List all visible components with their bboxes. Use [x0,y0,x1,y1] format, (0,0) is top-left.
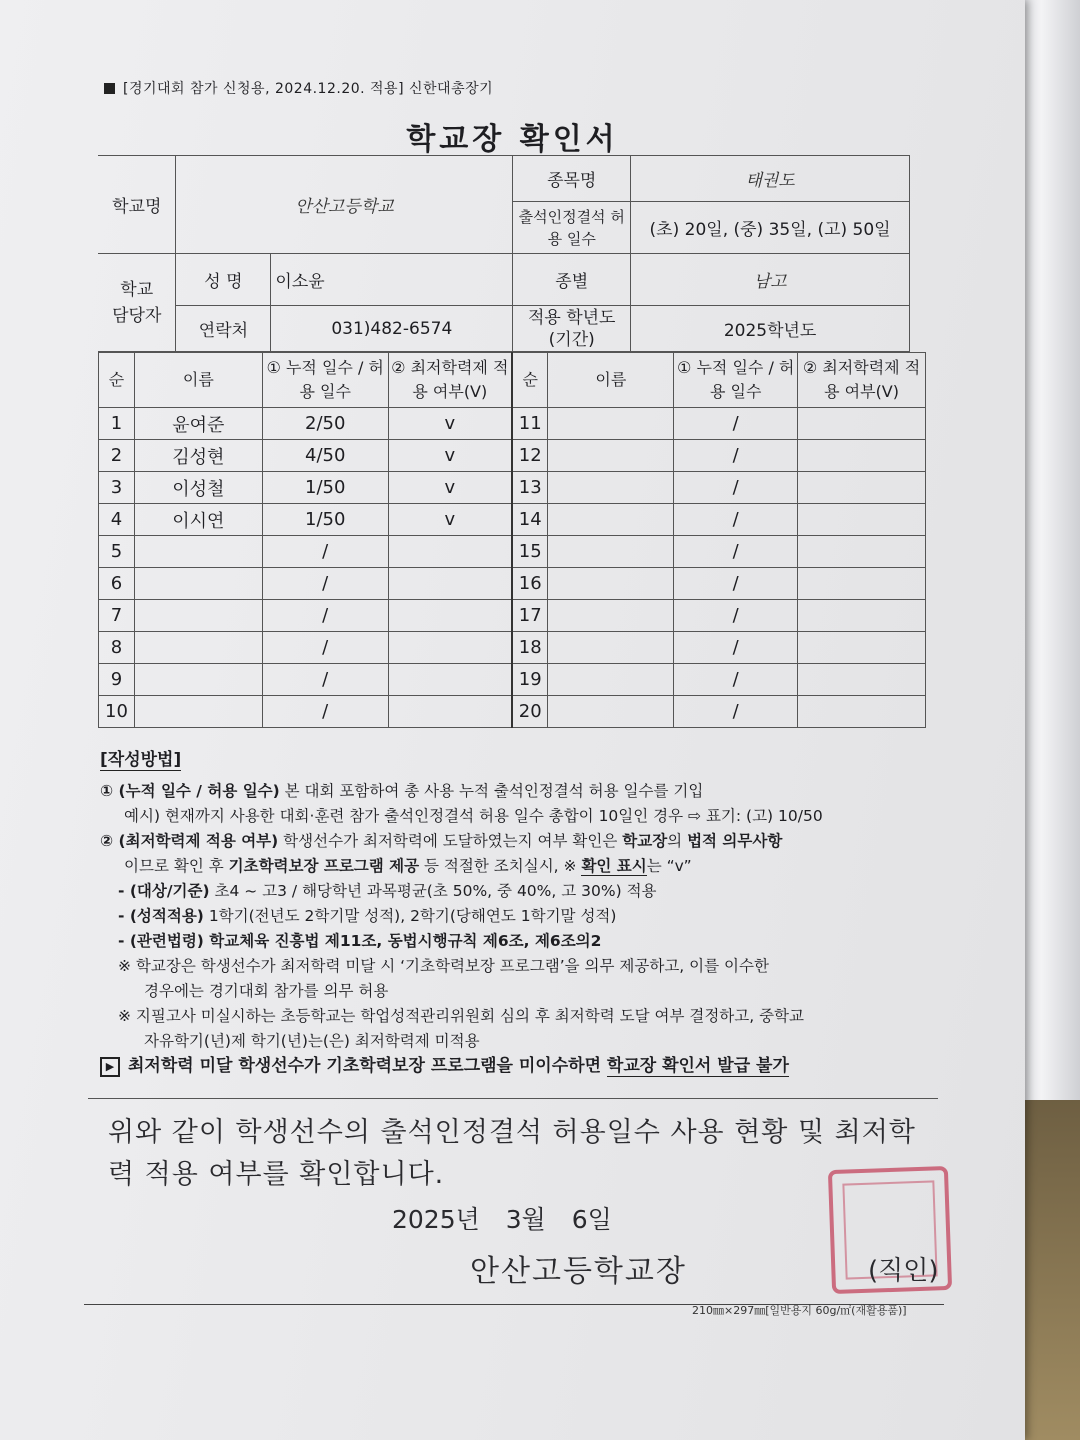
note-2: ② (최저학력제 적용 여부) 학생선수가 최저학력에 도달하였는지 여부 확인은 학교장의 법적 의무사항 [100,832,783,850]
desk-surface [1020,1100,1080,1440]
roster-days: / [262,568,388,600]
roster-no: 13 [512,472,548,504]
roster-name [548,472,674,504]
confirmation-statement: 위와 같이 학생선수의 출석인정결석 허용일수 사용 현황 및 최저학력 적용 여부를 확인합니다. [108,1117,916,1190]
header-days: ① 누적 일수 / 허용 일수 [262,353,388,408]
roster-check [798,536,926,568]
roster-check [388,632,512,664]
roster-name: 이시연 [134,504,262,536]
roster-name [134,568,262,600]
roster-no: 4 [99,504,135,536]
table-row [99,600,926,632]
roster-days: / [262,664,388,696]
arrow-right-icon: ▶ [100,1057,120,1077]
roster-check [388,568,512,600]
instructions-title: [작성방법] [100,750,182,770]
roster-name [134,600,262,632]
roster-days: / [262,632,388,664]
table-row [99,408,926,440]
table-row [99,696,926,728]
roster-no: 18 [512,632,548,664]
header-days: ① 누적 일수 / 허용 일수 [674,353,798,408]
roster-name [548,664,674,696]
special-note-1: ※ 학교장은 학생선수가 최저학력 미달 시 ‘기초학력보장 프로그램’을 의무 제공하고, 이를 이수한 [118,957,769,975]
attendance-value: (초) 20일, (중) 35일, (고) 50일 [631,202,910,254]
roster-days: / [674,536,798,568]
header-check: ② 최저학력제 적용 여부(V) [388,353,512,408]
roster-name: 이성철 [134,472,262,504]
divider [88,1098,938,1099]
note-1-example: 예시) 현재까지 사용한 대회·훈련 참가 출석인정결석 허용 일수 총합이 10일인 경우 ⇨ 표기: (고) 10/50 [124,807,823,825]
issue-date: 2025년 3월 6일 [392,1205,612,1234]
roster-days: / [262,600,388,632]
roster-check [798,600,926,632]
attendance-label: 출석인정결석 허용 일수 [513,202,631,254]
roster-name [134,536,262,568]
roster-days: / [674,504,798,536]
table-row [99,504,926,536]
roster-header-row [99,353,926,408]
roster-check [388,536,512,568]
roster-name [548,440,674,472]
roster-days: / [674,440,798,472]
year-label: 적용 학년도 (기간) [513,306,631,352]
roster-check [798,696,926,728]
paper-spec-footer: 210㎜×297㎜[일반용지 60g/㎡(재활용품)] [692,1304,907,1317]
table-row [99,664,926,696]
note-1: ① (누적 일수 / 허용 일수) 본 대회 포함하여 총 사용 누적 출석인정결석 허용 일수를 기입 [100,782,704,800]
school-value: 안산고등학교 [176,156,513,254]
roster-check [798,568,926,600]
roster-no: 14 [512,504,548,536]
roster-check [388,664,512,696]
roster-name [548,408,674,440]
roster-no: 20 [512,696,548,728]
event-label: 종목명 [513,156,631,202]
roster-no: 17 [512,600,548,632]
final-notice: ▶ 최저학력 미달 학생선수가 기초학력보장 프로그램을 미이수하면 학교장 확인서 발급 불가 [100,1054,940,1079]
roster-no: 19 [512,664,548,696]
detail-law: - (관련법령) 학교체육 진흥법 제11조, 동법시행규칙 제6조, 제6조의2 [118,932,602,950]
roster-days: / [674,696,798,728]
header-name: 이름 [134,353,262,408]
table-row [99,472,926,504]
roster-days: / [262,536,388,568]
school-label: 학교명 [98,156,176,254]
header-name: 이름 [548,353,674,408]
paper-stack-edge [1016,0,1080,1100]
principal-name: 안산고등학교장 [470,1254,687,1289]
roster-name [548,696,674,728]
roster-days: / [674,664,798,696]
roster-check [798,440,926,472]
special-note-2-cont: 자유학기(년)제 학기(년)는(은) 최저학력제 미적용 [144,1032,480,1050]
roster-days: 1/50 [262,504,388,536]
roster-name: 김성현 [134,440,262,472]
roster-check: v [388,440,512,472]
roster-no: 11 [512,408,548,440]
table-row [99,568,926,600]
document-title: 학교장 확인서 [406,122,619,157]
table-row [99,536,926,568]
header-check: ② 최저학력제 적용 여부(V) [798,353,926,408]
instructions [100,748,940,1079]
roster-days: 2/50 [262,408,388,440]
roster-check [798,408,926,440]
form-header: [경기대회 참가 신청용, 2024.12.20. 적용] 신한대총장기 [104,78,493,98]
roster-check [798,632,926,664]
manager-label: 학교 담당자 [98,254,176,352]
roster-days: 1/50 [262,472,388,504]
roster-name: 윤여준 [134,408,262,440]
table-row [99,632,926,664]
special-note-1-cont: 경우에는 경기대회 참가를 의무 허용 [144,982,389,1000]
roster-check [388,600,512,632]
name-label: 성 명 [176,254,271,306]
roster-no: 8 [99,632,135,664]
type-value: 남고 [631,254,910,306]
roster-no: 12 [512,440,548,472]
roster-name [548,504,674,536]
type-label: 종별 [513,254,631,306]
roster-days: / [262,696,388,728]
special-note-2: ※ 지필고사 미실시하는 초등학교는 학업성적관리위원회 심의 후 최저학력 도달 여부 결정하고, 중학교 [118,1007,805,1025]
contact-value: 031)482-6574 [271,306,513,352]
roster-name [548,600,674,632]
note-2-cont: 이므로 확인 후 기초학력보장 프로그램 제공 등 적절한 조치실시, ※ 확인 표시는 “v” [124,857,692,875]
seal-mark-label: (직인) [868,1256,939,1286]
roster-name [134,696,262,728]
square-bullet-icon [104,83,115,94]
roster-days: / [674,568,798,600]
roster-no: 10 [99,696,135,728]
roster-name [134,664,262,696]
roster-no: 7 [99,600,135,632]
roster-check: v [388,504,512,536]
roster-no: 1 [99,408,135,440]
roster-check: v [388,408,512,440]
roster-no: 2 [99,440,135,472]
roster-days: / [674,472,798,504]
roster-check [388,696,512,728]
table-row [99,440,926,472]
roster-days: / [674,600,798,632]
roster-days: / [674,632,798,664]
roster-name [548,536,674,568]
detail-target: - (대상/기준) 초4 ~ 고3 / 해당학년 과목평균(초 50%, 중 40%, 고 30%) 적용 [118,882,657,900]
roster-name [548,568,674,600]
roster-check: v [388,472,512,504]
header-no: 순 [512,353,548,408]
roster-days: 4/50 [262,440,388,472]
year-value: 2025학년도 [631,306,910,352]
roster-no: 6 [99,568,135,600]
roster-no: 9 [99,664,135,696]
name-value: 이소윤 [271,254,513,306]
roster-check [798,664,926,696]
header-no: 순 [99,353,135,408]
roster-name [548,632,674,664]
roster-no: 3 [99,472,135,504]
roster-check [798,472,926,504]
contact-label: 연락처 [176,306,271,352]
roster-table [98,352,926,728]
detail-grades: - (성적적용) 1학기(전년도 2학기말 성적), 2학기(당해연도 1학기말 성적) [118,907,617,925]
event-value: 태권도 [631,156,910,202]
roster-no: 15 [512,536,548,568]
roster-days: / [674,408,798,440]
roster-check [798,504,926,536]
info-table [98,155,910,352]
roster-no: 16 [512,568,548,600]
roster-no: 5 [99,536,135,568]
roster-name [134,632,262,664]
